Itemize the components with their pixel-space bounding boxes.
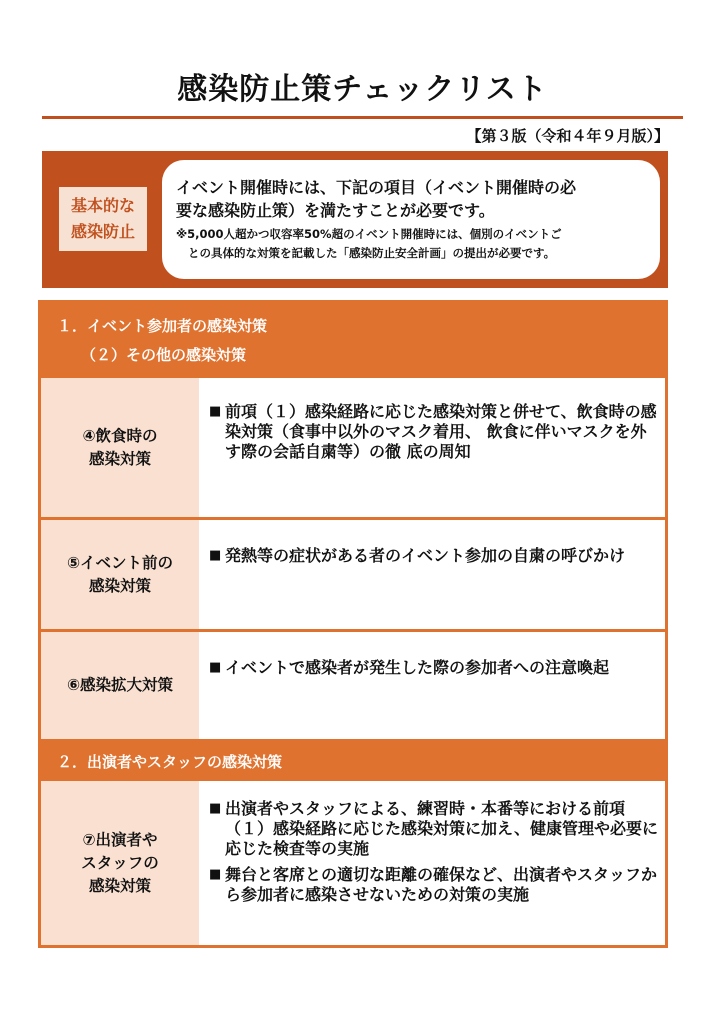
row-body	[209, 658, 661, 678]
bullet-text: イベントで感染者が発生した際の参加者への注意喚起	[225, 658, 610, 677]
checklist-row-spread-prevention	[41, 629, 665, 739]
row-label-line2: スタッフの	[81, 853, 159, 872]
bullet-text: 舞台と客席との適切な距離の確保など、出演者やスタッフから参加者に感染させないための対策の実施	[225, 865, 658, 904]
bullet-square-icon: ■	[209, 867, 222, 882]
row-label-line1: ⑤イベント前の	[66, 553, 174, 572]
bullet-item	[209, 402, 661, 462]
row-body	[209, 799, 661, 905]
row-body	[209, 402, 661, 462]
basic-note	[176, 225, 646, 263]
edition-label: 【第３版（令和４年９月版）】	[466, 127, 669, 145]
basic-label-line2: 感染防止	[70, 222, 135, 241]
row-body	[209, 546, 661, 566]
row-label-line2: 感染対策	[88, 449, 151, 468]
title-divider	[42, 116, 683, 119]
bullet-item	[209, 799, 661, 859]
row-label-line2: 感染対策	[88, 576, 151, 595]
section1-heading: １．イベント参加者の感染対策	[57, 317, 268, 335]
page-title: 感染防止策チェックリスト	[177, 72, 548, 107]
basic-label-line1: 基本的な	[70, 196, 135, 215]
checklist-row-dining	[41, 375, 665, 517]
row-label-line1: ④飲食時の	[82, 426, 158, 445]
row-label	[41, 781, 199, 945]
row-label-line1: ⑥感染拡大対策	[66, 676, 174, 694]
basic-main-line1: イベント開催時には、下記の項目（イベント開催時の必	[176, 178, 577, 197]
row-label-line3: 感染対策	[88, 876, 151, 895]
section2-header	[41, 744, 665, 778]
basic-prevention-label	[57, 185, 149, 253]
basic-main-line2: 要な感染防止策）を満たすことが必要です。	[176, 201, 495, 220]
bullet-square-icon: ■	[209, 801, 222, 816]
bullet-text: 前項（１）感染経路に応じた感染対策と併せて、飲食時の感染対策（食事中以外のマスク着用、 飲食に伴いマスクを外す際の会話自粛等）の徹 底の周知	[225, 402, 657, 461]
section2-heading: ２．出演者やスタッフの感染対策	[57, 753, 283, 771]
basic-note-line1: ※5,000人超かつ収容率50%超のイベント開催時には、個別のイベントご	[176, 227, 562, 241]
bullet-item	[209, 865, 661, 905]
checklist-row-pre-event	[41, 517, 665, 629]
row-label	[41, 378, 199, 517]
checklist-row-performers	[41, 778, 665, 945]
bullet-square-icon: ■	[209, 548, 222, 563]
basic-prevention-text	[162, 160, 660, 279]
row-label	[41, 632, 199, 739]
section-participant-measures	[38, 300, 668, 742]
bullet-square-icon: ■	[209, 404, 222, 419]
bullet-item	[209, 658, 661, 678]
basic-main-text	[176, 176, 646, 222]
bullet-text: 出演者やスタッフによる、練習時・本番等における前項（１）感染経路に応じた感染対策に加え、健康管理や必要に応じた検査等の実施	[225, 799, 658, 858]
bullet-item	[209, 546, 661, 566]
row-label	[41, 520, 199, 629]
row-label-line1: ⑦出演者や	[82, 830, 158, 849]
section1-subheading: （２）その他の感染対策	[81, 346, 247, 364]
basic-prevention-box	[42, 151, 668, 288]
section1-header	[41, 303, 665, 375]
bullet-text: 発熱等の症状がある者のイベント参加の自粛の呼びかけ	[225, 546, 626, 565]
section-staff-measures	[38, 741, 668, 948]
bullet-square-icon: ■	[209, 660, 222, 675]
basic-note-line2: との具体的な対策を記載した「感染防止安全計画」の提出が必要です。	[188, 246, 556, 260]
